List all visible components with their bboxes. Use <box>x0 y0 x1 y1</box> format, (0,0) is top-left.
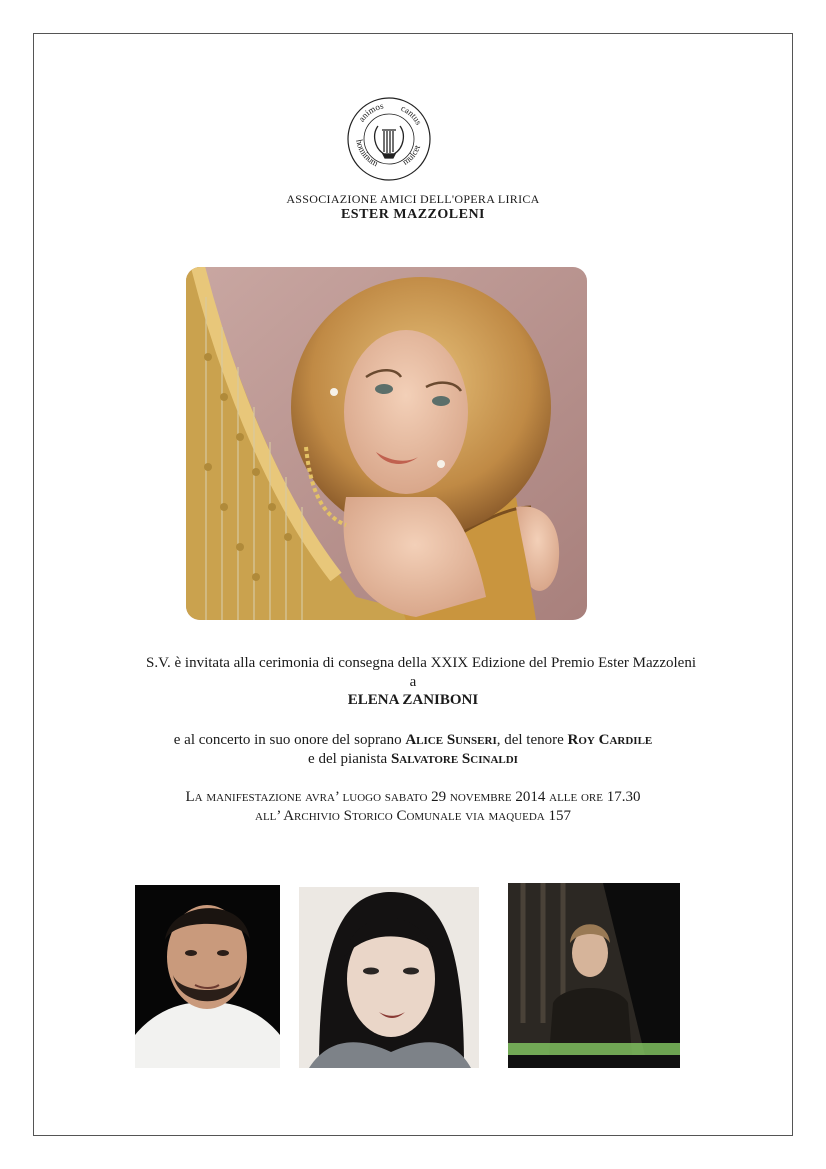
pianist-prefix: e del pianista <box>308 751 391 767</box>
invitation-a: a <box>409 674 417 690</box>
concert-prefix: e al concerto in suo onore del soprano <box>173 732 406 748</box>
association-subtitle: ESTER MAZZOLENI <box>340 207 486 222</box>
soprano-name: Alice Sunseri <box>405 732 497 748</box>
logo-word-mulcet: mulcet <box>400 143 423 167</box>
logo-word-cantus: cantus <box>399 102 424 127</box>
event-venue-line: all’ Archivio Storico Comunale via maqueda 157 <box>255 808 571 824</box>
concert-line <box>0 732 826 749</box>
svg-text:animos <box>356 100 385 123</box>
association-name: ASSOCIAZIONE AMICI DELL'OPERA LIRICA <box>286 192 540 206</box>
svg-text:cantus <box>400 103 425 127</box>
tenor-name: Roy Cardile <box>567 732 653 748</box>
event-date-line: La manifestazione avra’ luogo sabato 29 novembre 2014 alle ore 17.30 <box>185 789 641 805</box>
svg-text:mulcet <box>400 143 422 167</box>
honoree-name: ELENA ZANIBONI <box>347 692 479 708</box>
soprano-photo <box>299 887 479 1068</box>
pianist-line <box>0 751 826 768</box>
tenor-photo <box>135 885 280 1068</box>
association-logo <box>346 96 432 182</box>
logo-word-hominum: hominum <box>354 138 381 169</box>
tenor-prefix: , del tenore <box>496 732 568 748</box>
invitation-line: S.V. è invitata alla cerimonia di consegna della XXIX Edizione del Premio Ester Mazzoleni <box>146 655 696 671</box>
pianist-photo <box>508 883 680 1068</box>
pianist-name: Salvatore Scinaldi <box>390 751 518 767</box>
lyre-icon <box>375 126 404 158</box>
hero-portrait-harpist <box>186 267 587 620</box>
logo-word-animos: animos <box>356 100 385 124</box>
